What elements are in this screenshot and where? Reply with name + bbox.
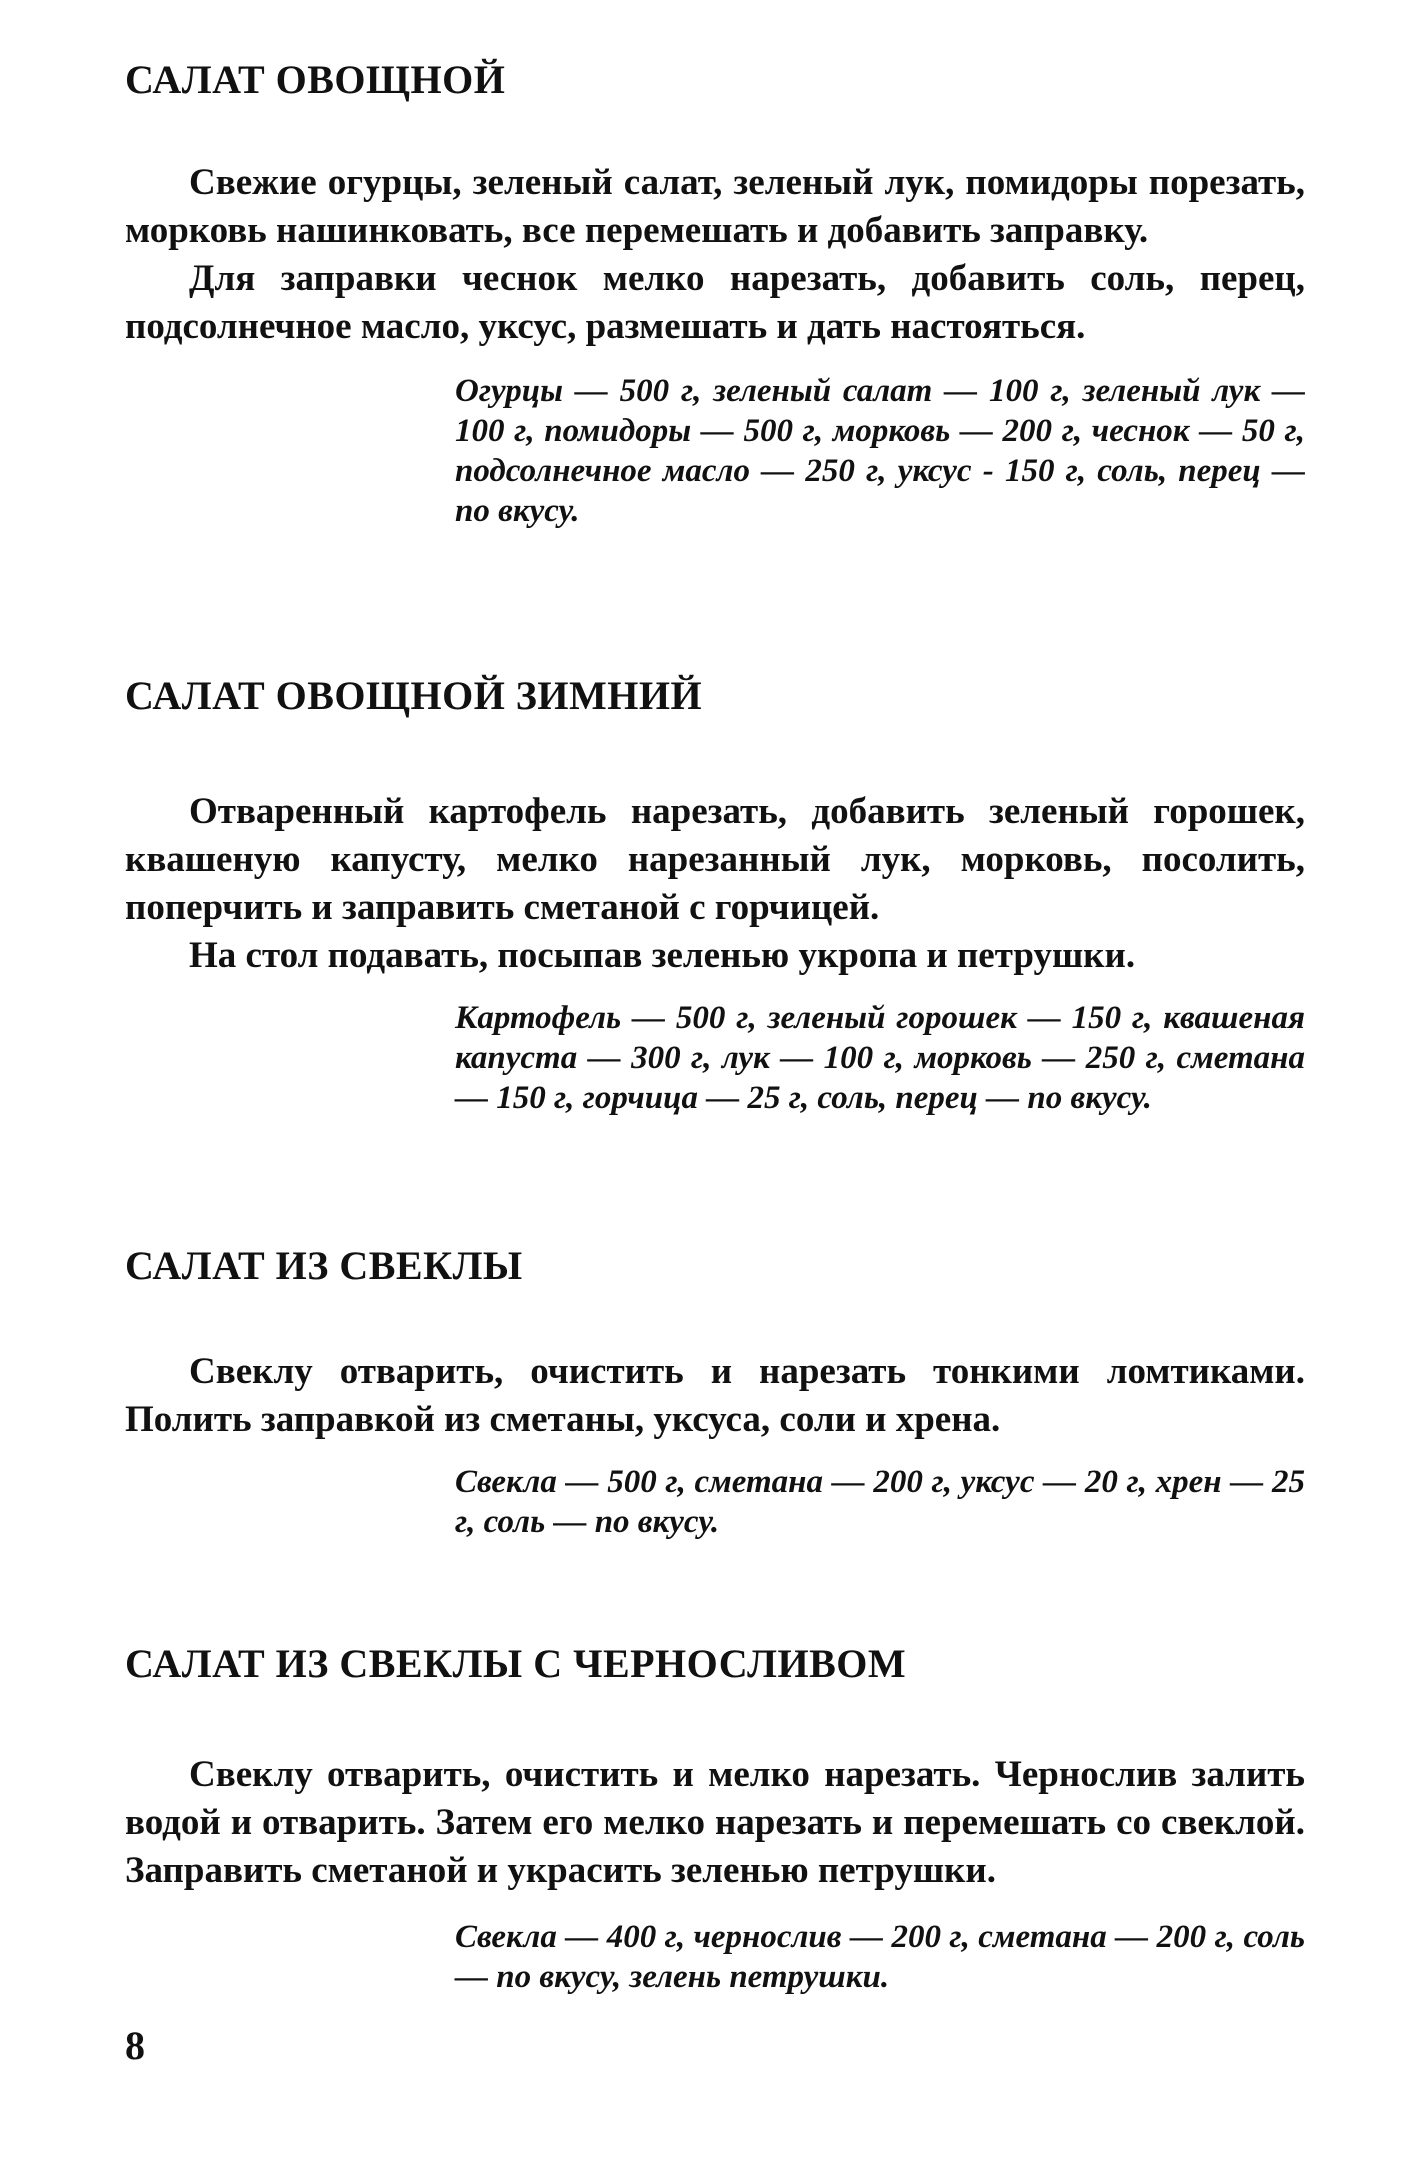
instruction-paragraph: Для заправки чеснок мелко нарезать, добавить соль, перец, подсолнечное масло, уксус, размешать и дать настояться. <box>125 258 1305 347</box>
page-number: 8 <box>125 2023 145 2068</box>
recipe-title: САЛАТ ОВОЩНОЙ <box>125 57 506 102</box>
ingredients-list: Свекла — 500 г, сметана — 200 г, уксус — 20 г, хрен — 25 г, соль — по вкусу. <box>455 1464 1305 1540</box>
instruction-paragraph: Свеклу отварить, очистить и мелко нарезать. Чернослив залить водой и отварить. Затем его мелко нарезать и перемешать со свеклой. Заправить сметаной и украсить зеленью петрушки. <box>125 1754 1305 1891</box>
recipe-instructions <box>125 1751 1305 1895</box>
recipe-title: САЛАТ ИЗ СВЕКЛЫ <box>125 1243 523 1288</box>
instruction-paragraph: На стол подавать, посыпав зеленью укропа и петрушки. <box>189 935 1136 976</box>
instruction-paragraph: Свежие огурцы, зеленый салат, зеленый лук, помидоры порезать, морковь нашинковать, все перемешать и добавить заправку. <box>125 162 1305 251</box>
instruction-paragraph: Отваренный картофель нарезать, добавить зеленый горошек, квашеную капусту, мелко нарезанный лук, морковь, посолить, поперчить и заправить сметаной с горчицей. <box>125 791 1305 928</box>
recipe-title: САЛАТ ОВОЩНОЙ ЗИМНИЙ <box>125 673 703 718</box>
recipe-beet-salad <box>125 1242 1305 1542</box>
recipe-instructions <box>125 1348 1305 1444</box>
ingredients-list: Свекла — 400 г, чернослив — 200 г, сметана — 200 г, соль — по вкусу, зелень петрушки. <box>455 1919 1305 1995</box>
recipe-winter-vegetable-salad <box>125 672 1305 1118</box>
ingredients-list: Огурцы — 500 г, зеленый салат — 100 г, зеленый лук — 100 г, помидоры — 500 г, морковь — 200 г, чеснок — 50 г, подсолнечное масло — 250 г, уксус - 150 г, соль, перец — по вкусу. <box>455 373 1305 529</box>
recipe-instructions <box>125 159 1305 351</box>
instruction-paragraph: Свеклу отварить, очистить и нарезать тонкими ломтиками. Полить заправкой из сметаны, уксуса, соли и хрена. <box>125 1351 1305 1440</box>
recipe-title: САЛАТ ИЗ СВЕКЛЫ С ЧЕРНОСЛИВОМ <box>125 1641 907 1686</box>
recipe-beet-prune-salad <box>125 1640 1305 1997</box>
recipe-instructions <box>125 788 1305 980</box>
recipe-vegetable-salad <box>125 56 1305 531</box>
book-page <box>125 0 1305 2170</box>
ingredients-list: Картофель — 500 г, зеленый горошек — 150 г, квашеная капуста — 300 г, лук — 100 г, морковь — 250 г, сметана — 150 г, горчица — 25 г, соль, перец — по вкусу. <box>455 1000 1305 1116</box>
